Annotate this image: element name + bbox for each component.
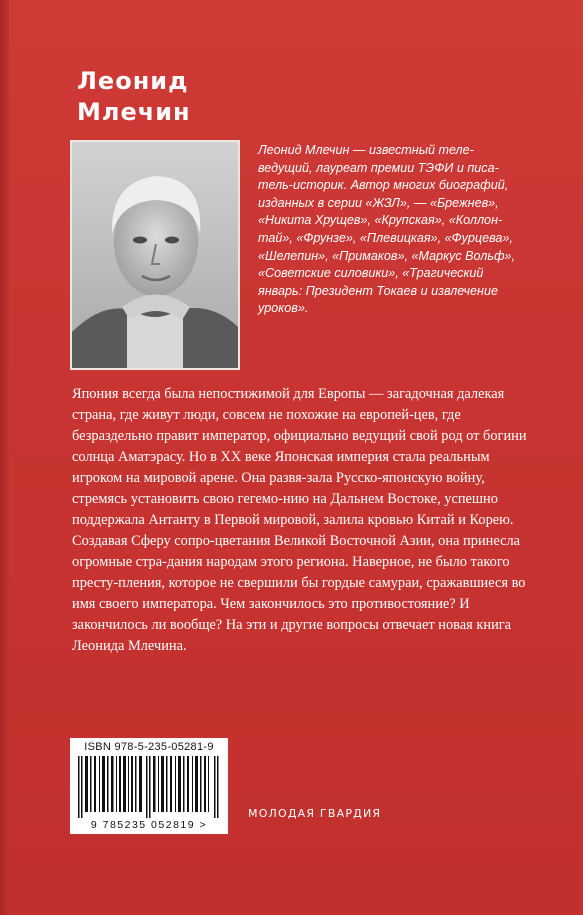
- isbn-barcode: [70, 738, 228, 834]
- author-bio: Леонид Млечин — известный теле-ведущий, лауреат премии ТЭФИ и писа-тель-историк. Автор многих биографий, изданных в серии «ЖЗЛ», — «Брежнев», «Никита Хрущев», «Крупская», «Коллон-тай», «Фрунзе», «Плевицкая», «Фурцева», «Шелепин», «Примаков», «Маркус Вольф», «Советские силовики», «Трагический январь: Президент Токаев и извлечение уроков».: [258, 143, 516, 316]
- isbn-number: ISBN 978-5-235-05281-9: [84, 741, 214, 753]
- spine-edge: [0, 0, 9, 915]
- author-last-name: Млечин: [77, 98, 191, 126]
- book-annotation: Япония всегда была непостижимой для Европы — загадочная далекая страна, где живут люди, совсем не похожие на европей-цев, где безраздельно правит император, официально ведущий свой род от богини солнца Аматэрасу. Но в XX веке Японская империя стала реальным игроком на мировой арене. Она развя-зала Русско-японскую войну, стремясь установить свою гегемо-нию на Дальнем Востоке, успешно поддержала Антанту в Первой мировой, залила кровью Китай и Корею. Создавая Сферу сопро-цветания Великой Восточной Азии, она принесла огромные стра-дания народам этого региона. Наверное, не было такого престу-пления, которое не свершили бы гордые самураи, сражавшиеся во имя своего императора. Чем закончилось это противостояние? И закончилось ли вообще? На эти и другие вопросы отвечает новая книга Леонида Млечина.: [72, 386, 527, 654]
- author-portrait-photo-icon: [72, 142, 238, 368]
- barcode-digits: 9 785235 052819 >: [90, 819, 208, 831]
- author-first-name: Леонид: [77, 67, 189, 95]
- author-photo: [70, 140, 240, 370]
- publisher-name: МОЛОДАЯ ГВАРДИЯ: [248, 807, 382, 820]
- author-name: [77, 66, 191, 128]
- barcode-icon: [78, 756, 220, 818]
